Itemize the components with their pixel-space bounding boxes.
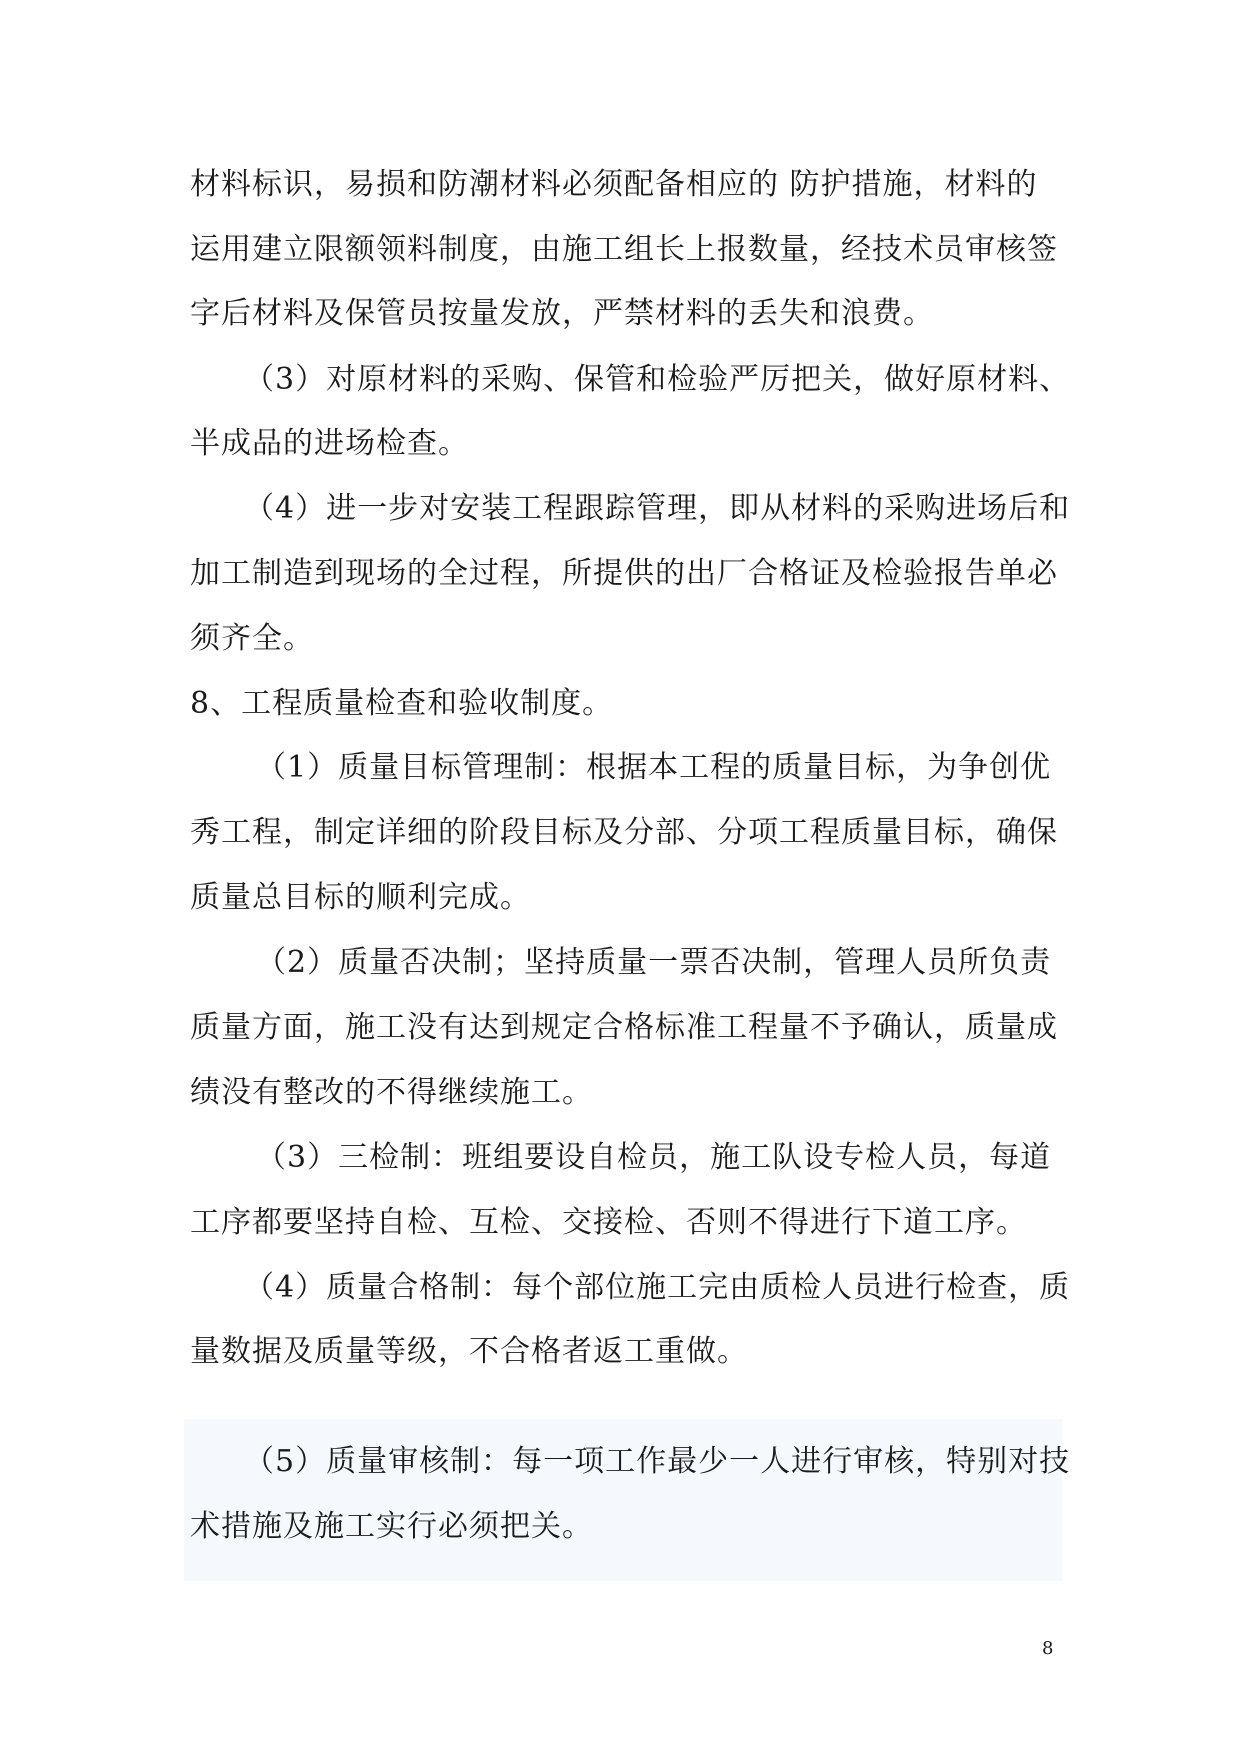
text-line: （5）质量审核制：每一项工作最少一人进行审核，特别对技 [244,1444,1071,1479]
text-line: （3）对原材料的采购、保管和检验严厉把关，做好原材料、 [244,362,1071,397]
text-line: 半成品的进场检查。 [190,426,469,461]
text-line: 加工制造到现场的全过程，所提供的出厂合格证及检验报告单必 [190,556,1058,591]
text-line: （3）三检制：班组要设自检员，施工队设专检人员，每道 [256,1140,1052,1175]
text-line: （4）进一步对安装工程跟踪管理，即从材料的采购进场后和 [244,491,1071,526]
text-line: 字后材料及保管员按量发放，严禁材料的丢失和浪费。 [190,296,934,331]
text-line: 术措施及施工实行必须把关。 [190,1509,593,1544]
text-line: 运用建立限额领料制度，由施工组长上报数量，经技术员审核签 [190,232,1058,267]
text-line: 材料标识，易损和防潮材料必须配备相应的 防护措施，材料的 [190,167,1038,202]
text-line: 量数据及质量等级，不合格者返工重做。 [190,1334,748,1369]
text-line: 绩没有整改的不得继续施工。 [190,1075,593,1110]
section-heading: 8、工程质量检查和验收制度。 [190,686,614,721]
text-line: 工序都要坚持自检、互检、交接检、否则不得进行下道工序。 [190,1205,1027,1240]
text-line: 质量方面，施工没有达到规定合格标准工程量不予确认，质量成 [190,1010,1058,1045]
text-line: 须齐全。 [190,621,314,656]
text-line: 质量总目标的顺利完成。 [190,880,531,915]
text-line: （2）质量否决制；坚持质量一票否决制，管理人员所负责 [256,945,1052,980]
text-line: （4）质量合格制：每个部位施工完由质检人员进行检查，质 [244,1270,1071,1305]
text-line: （1）质量目标管理制：根据本工程的质量目标，为争创优 [256,750,1052,785]
text-line: 秀工程，制定详细的阶段目标及分部、分项工程质量目标，确保 [190,815,1058,850]
page-number: 8 [1042,1638,1054,1659]
